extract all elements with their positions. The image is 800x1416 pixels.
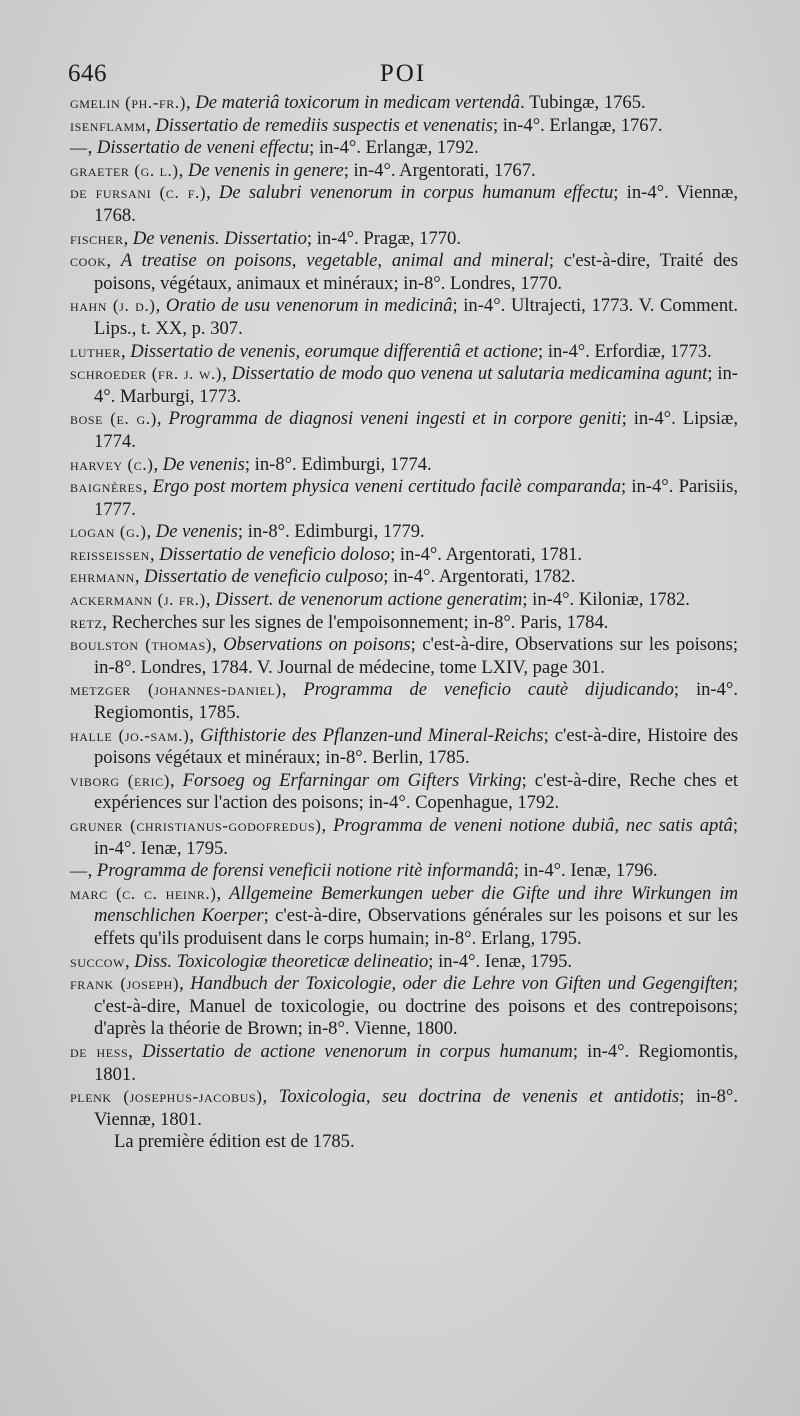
entry-details: ; in-4°. Marburgi, 1773. bbox=[94, 363, 738, 407]
entry-author: fischer bbox=[70, 228, 124, 248]
entry-details: ; c'est-à-dire, Observations générales sur les poisons et sur les effets qu'ils produisent dans le corps humain; in-8°. Erlang, 1795. bbox=[94, 905, 738, 949]
bibliography-entry: frank (joseph), Handbuch der Toxicologie, oder die Lehre von Giften und Gegengiften; c'est-à-dire, Manuel de toxicologie, ou doctrine des poisons et des contrepoisons; d'après la théorie de Brown; in-8°. Vienne, 1800. bbox=[70, 973, 739, 1040]
entry-author: hahn (j. d.) bbox=[70, 296, 156, 316]
entry-title: Dissert. de venenorum actione generatim bbox=[215, 589, 523, 611]
entry-author: de hess bbox=[70, 1041, 129, 1061]
entry-title: Ergo post mortem physica veneni certitudo facilè comparanda bbox=[152, 476, 621, 498]
entry-details: ; in-8°. Edimburgi, 1779. bbox=[237, 521, 425, 543]
bibliography-entry: gruner (christianus-godofredus), Programma de veneni notione dubiâ, nec satis aptâ; in-4°. Ienæ, 1795. bbox=[70, 815, 738, 859]
entry-details: ; in-4°. Regiomontis, 1785. bbox=[94, 679, 738, 724]
entry-details: ; in-8°. Viennæ, 1801. bbox=[94, 1086, 739, 1130]
entry-details: ; in-4°. Ienæ, 1795. bbox=[428, 950, 573, 972]
entry-title: Programma de veneni notione dubiâ, nec satis aptâ bbox=[333, 815, 733, 836]
entry-author: baignères bbox=[70, 477, 143, 497]
entry-details: . Tubingæ, 1765. bbox=[520, 92, 646, 113]
page-header bbox=[68, 60, 738, 90]
entry-details: ; in-4°. Argentorati, 1767. bbox=[343, 159, 536, 181]
entry-details: ; c'est-à-dire, Manuel de toxicologie, ou doctrine des poisons et des contrepoisons; d'après la théorie de Brown; in-8°. Vienne, 1800. bbox=[94, 973, 739, 1040]
entry-author: luther bbox=[70, 341, 121, 361]
bibliography-entry: metzger (johannes-daniel), Programma de veneficio cautè dijudicando; in-4°. Regiomontis, 1785. bbox=[70, 679, 738, 724]
entry-author: boulston (thomas) bbox=[70, 635, 213, 655]
bibliography-entry: luther, Dissertatio de venenis, eorumque differentiâ et actione; in-4°. Erfordiæ, 1773. bbox=[70, 340, 712, 362]
entry-details: Recherches sur les signes de l'empoisonnement; in-8°. Paris, 1784. bbox=[111, 611, 609, 633]
entry-details: ; in-8°. Edimburgi, 1774. bbox=[244, 453, 432, 475]
entry-details: ; in-4°. Argentorati, 1782. bbox=[383, 566, 576, 588]
entry-details: ; in-4°. Erlangæ, 1792. bbox=[309, 137, 479, 159]
bibliography-entry: ackermann (j. fr.), Dissert. de venenorum actione generatim; in-4°. Kiloniæ, 1782. bbox=[70, 589, 690, 611]
running-head: POI bbox=[379, 60, 427, 87]
page-number: 646 bbox=[68, 60, 107, 87]
bibliography-entry: retz, Recherches sur les signes de l'empoisonnement; in-8°. Paris, 1784. bbox=[70, 611, 609, 633]
entry-author: bose (e. g.) bbox=[70, 409, 157, 429]
footnote: La première édition est de 1785. bbox=[114, 1131, 355, 1153]
entry-details: ; in-4°. Ienæ, 1795. bbox=[94, 815, 738, 859]
entry-title: Dissertatio de venenis, eorumque differentiâ et actione bbox=[130, 340, 538, 362]
bibliography-list bbox=[70, 92, 738, 1154]
entry-title: De salubri venenorum in corpus humanum effectu bbox=[219, 182, 614, 204]
bibliography-entry: —, Dissertatio de veneni effectu; in-4°. Erlangæ, 1792. bbox=[70, 137, 479, 159]
entry-details: ; in-4°. Erfordiæ, 1773. bbox=[538, 340, 712, 362]
entry-details: ; c'est-à-dire, Reche ches et expériences sur l'action des poisons; in-4°. Copenhague, 1792. bbox=[94, 769, 738, 814]
entry-title: Diss. Toxicologiæ theoreticæ delineatio bbox=[134, 950, 429, 972]
entry-title: Handbuch der Toxicologie, oder die Lehre von Giften und Gegengiften bbox=[190, 973, 733, 995]
bibliography-entry: schroeder (fr. j. w.), Dissertatio de modo quo venena ut salutaria medicamina agunt; in-4°. Marburgi, 1773. bbox=[70, 363, 738, 407]
entry-title: Oratio de usu venenorum in medicinâ bbox=[165, 295, 453, 317]
entry-details: ; in-4°. Argentorati, 1781. bbox=[390, 543, 583, 565]
entry-author: frank (joseph) bbox=[70, 974, 180, 994]
entry-author: harvey (c.) bbox=[70, 454, 154, 474]
entry-author: graeter (g. l.) bbox=[70, 160, 179, 180]
entry-title: De venenis bbox=[162, 453, 245, 475]
entry-title: Dissertatio de actione venenorum in corpus humanum bbox=[142, 1040, 573, 1062]
entry-title: Toxicologia, seu doctrina de venenis et antidotis bbox=[278, 1086, 680, 1108]
entry-title: De venenis in genere bbox=[187, 159, 344, 181]
entry-author: halle (jo.-sam.) bbox=[70, 725, 190, 745]
bibliography-entry: ehrmann, Dissertatio de veneficio culposo; in-4°. Argentorati, 1782. bbox=[70, 566, 576, 588]
entry-details: ; in-4°. Erlangæ, 1767. bbox=[492, 114, 663, 136]
entry-title: De venenis. Dissertatio bbox=[132, 227, 307, 249]
bibliography-entry: logan (g.), De venenis; in-8°. Edimburgi, 1779. bbox=[70, 521, 425, 543]
entry-details: ; c'est-à-dire, Histoire des poisons végétaux et minéraux; in-8°. Berlin, 1785. bbox=[94, 724, 738, 769]
bibliography-entry: viborg (eric), Forsoeg og Erfarningar om Gifters Virking; c'est-à-dire, Reche ches et expériences sur l'action des poisons; in-4°. Copenhague, 1792. bbox=[70, 769, 738, 814]
entry-title: De materiâ toxicorum in medicam vertendâ bbox=[195, 92, 521, 113]
entry-title: Dissertatio de veneni effectu bbox=[96, 137, 310, 159]
entry-author: viborg (eric) bbox=[70, 770, 171, 790]
entry-details: ; in-4°. Parisiis, 1777. bbox=[94, 476, 738, 520]
entry-title: Programma de diagnosi veneni ingesti et in corpore geniti bbox=[168, 408, 622, 430]
entry-author: schroeder (fr. j. w.) bbox=[70, 364, 223, 384]
entry-author: logan (g.) bbox=[70, 522, 147, 542]
entry-title: A treatise on poisons, vegetable, animal and mineral bbox=[120, 250, 549, 272]
entry-title: Gifthistorie des Pflanzen-und Mineral-Reichs bbox=[200, 724, 544, 746]
entry-title: De venenis bbox=[155, 521, 238, 543]
entry-details: ; in-4°. Kiloniæ, 1782. bbox=[522, 589, 690, 611]
entry-author: marc (c. c. heinr.) bbox=[70, 883, 217, 903]
entry-author: — bbox=[70, 861, 88, 881]
entry-author: gmelin (ph.-fr.) bbox=[70, 93, 187, 112]
bibliography-entry: harvey (c.), De venenis; in-8°. Edimburgi, 1774. bbox=[70, 453, 432, 475]
bibliography-entry: boulston (thomas), Observations on poisons; c'est-à-dire, Observations sur les poisons; in-8°. Londres, 1784. V. Journal de médecine, tome LXIV, page 301. bbox=[70, 634, 738, 678]
bibliography-entry: marc (c. c. heinr.), Allgemeine Bemerkungen ueber die Gifte und ihre Wirkungen im menschlichen Koerper; c'est-à-dire, Observations générales sur les poisons et sur les effets qu'ils produisent dans le corps humain; in-8°. Erlang, 1795. bbox=[70, 882, 738, 949]
bibliography-entry: fischer, De venenis. Dissertatio; in-4°. Pragæ, 1770. bbox=[70, 227, 462, 249]
bibliography-entry: hahn (j. d.), Oratio de usu venenorum in medicinâ; in-4°. Ultrajecti, 1773. V. Comment. Lips., t. XX, p. 307. bbox=[70, 295, 739, 339]
entry-author: — bbox=[70, 138, 88, 158]
entry-author: de fursani (c. f.) bbox=[70, 183, 207, 203]
entry-author: ehrmann bbox=[70, 567, 135, 587]
entry-author: gruner (christianus-godofredus) bbox=[70, 816, 322, 835]
entry-details: ; c'est-à-dire, Observations sur les poisons; in-8°. Londres, 1784. V. Journal de médecine, tome LXIV, page 301. bbox=[94, 634, 738, 678]
bibliography-entry: bose (e. g.), Programma de diagnosi veneni ingesti et in corpore geniti; in-4°. Lipsiæ, 1774. bbox=[70, 408, 738, 452]
bibliography-entry: isenflamm, Dissertatio de remediis suspectis et venenatis; in-4°. Erlangæ, 1767. bbox=[70, 114, 663, 136]
bibliography-entry: plenk (josephus-jacobus), Toxicologia, seu doctrina de venenis et antidotis; in-8°. Viennæ, 1801. bbox=[70, 1086, 739, 1130]
entry-author: succow bbox=[70, 951, 125, 971]
entry-title: Dissertatio de modo quo venena ut salutaria medicamina agunt bbox=[231, 363, 708, 385]
entry-details: ; in-4°. Pragæ, 1770. bbox=[306, 227, 462, 249]
bibliography-entry: cook, A treatise on poisons, vegetable, animal and mineral; c'est-à-dire, Traité des poisons, végétaux, animaux et minéraux; in-8°. Londres, 1770. bbox=[70, 250, 739, 294]
bibliography-entry: —, Programma de forensi veneficii notione ritè informandâ; in-4°. Ienæ, 1796. bbox=[70, 860, 658, 882]
entry-title: Forsoeg og Erfarningar om Gifters Virking bbox=[182, 769, 522, 791]
entry-author: metzger (johannes-daniel) bbox=[70, 680, 282, 700]
entry-author: cook bbox=[70, 251, 107, 271]
entry-details: ; in-4°. Ultrajecti, 1773. V. Comment. Lips., t. XX, p. 307. bbox=[94, 295, 739, 339]
entry-title: Observations on poisons bbox=[223, 634, 411, 656]
entry-title: Allgemeine Bemerkungen ueber die Gifte und ihre Wirkungen im menschlichen Koerper bbox=[94, 882, 738, 927]
bibliography-entry: de hess, Dissertatio de actione venenorum in corpus humanum; in-4°. Regiomontis, 1801. bbox=[70, 1040, 739, 1085]
entry-author: plenk (josephus-jacobus) bbox=[70, 1087, 263, 1107]
bibliography-entry: gmelin (ph.-fr.), De materiâ toxicorum in medicam vertendâ. Tubingæ, 1765. bbox=[70, 92, 646, 113]
bibliography-entry: succow, Diss. Toxicologiæ theoreticæ delineatio; in-4°. Ienæ, 1795. bbox=[70, 950, 573, 972]
entry-author: retz bbox=[70, 612, 103, 632]
bibliography-entry: baignères, Ergo post mortem physica veneni certitudo facilè comparanda; in-4°. Parisiis, 1777. bbox=[70, 476, 738, 520]
entry-title: Dissertatio de veneficio doloso bbox=[159, 543, 391, 565]
entry-title: Programma de forensi veneficii notione ritè informandâ bbox=[96, 860, 514, 882]
entry-author: isenflamm bbox=[70, 115, 147, 135]
entry-details: ; in-4°. Regiomontis, 1801. bbox=[94, 1040, 739, 1085]
entry-details: ; in-4°. Viennæ, 1768. bbox=[94, 182, 738, 226]
entry-details: ; in-4°. Ienæ, 1796. bbox=[513, 860, 658, 882]
entry-author: ackermann (j. fr.) bbox=[70, 590, 206, 610]
bibliography-entry: reisseissen, Dissertatio de veneficio doloso; in-4°. Argentorati, 1781. bbox=[70, 543, 583, 565]
entry-details: ; c'est-à-dire, Traité des poisons, végétaux, animaux et minéraux; in-8°. Londres, 1770. bbox=[94, 250, 739, 294]
entry-title: Dissertatio de veneficio culposo bbox=[144, 566, 384, 588]
entry-author: reisseissen bbox=[70, 544, 150, 564]
bibliography-entry: halle (jo.-sam.), Gifthistorie des Pflanzen-und Mineral-Reichs; c'est-à-dire, Histoire des poisons végétaux et minéraux; in-8°. Berlin, 1785. bbox=[70, 724, 738, 769]
entry-details: ; in-4°. Lipsiæ, 1774. bbox=[94, 408, 738, 452]
bibliography-entry: graeter (g. l.), De venenis in genere; in-4°. Argentorati, 1767. bbox=[70, 159, 536, 181]
entry-title: Programma de veneficio cautè dijudicando bbox=[303, 679, 674, 701]
bibliography-entry: de fursani (c. f.), De salubri venenorum in corpus humanum effectu; in-4°. Viennæ, 1768. bbox=[70, 182, 738, 226]
entry-title: Dissertatio de remediis suspectis et venenatis bbox=[155, 114, 493, 136]
